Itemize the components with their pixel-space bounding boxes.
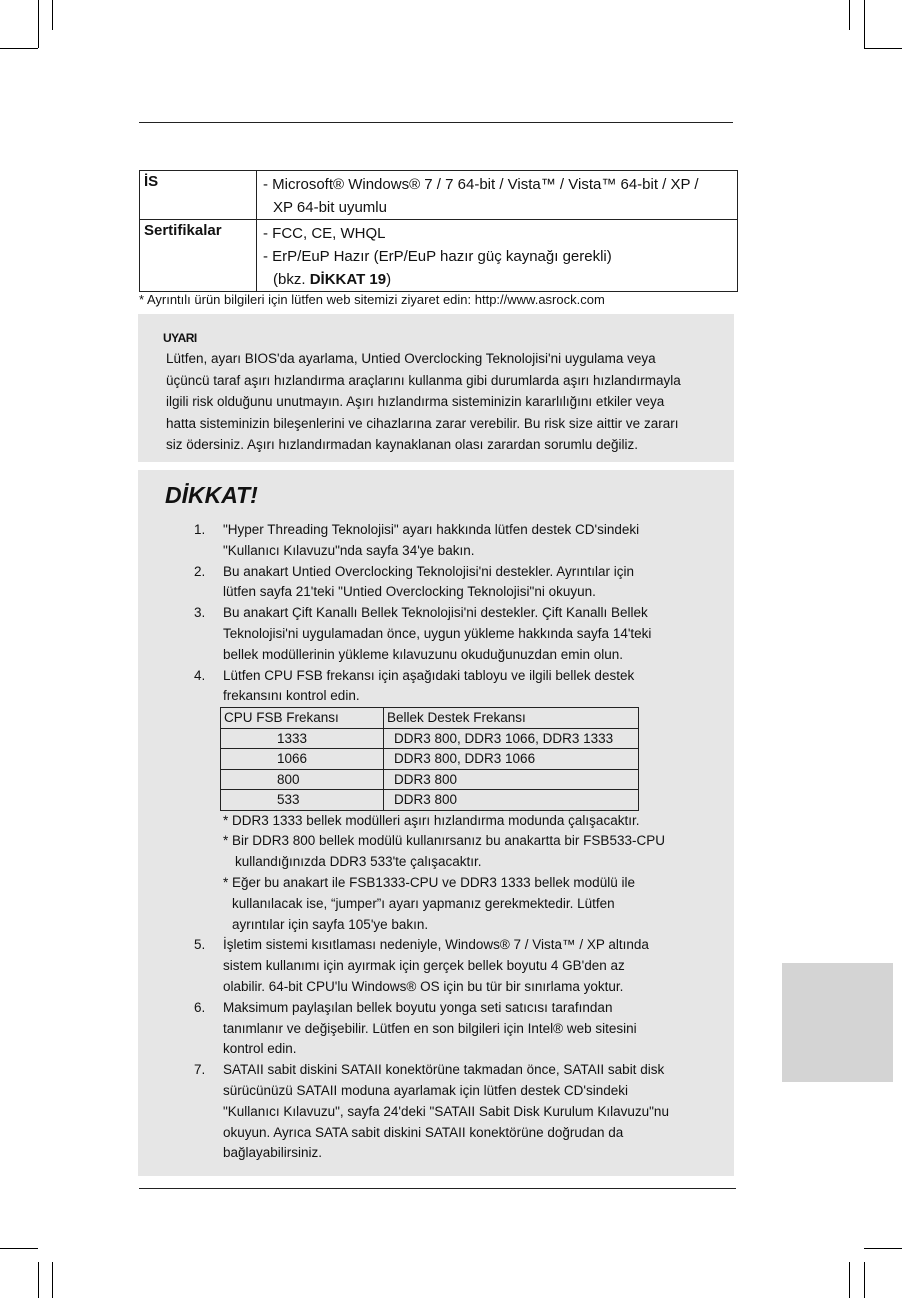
item-line: okuyun. Ayrıca SATA sabit diskini SATAII konektörüne doğrudan da [223, 1124, 624, 1140]
spec-line-text: ) [386, 271, 392, 288]
fsb-cell: DDR3 800, DDR3 1066, DDR3 1333 [384, 728, 639, 749]
spec-line: - ErP/EuP Hazır (ErP/EuP hazır güç kaynağı gerekli) [263, 248, 612, 265]
item-line: SATAII sabit diskini SATAII konektörüne takmadan önce, SATAII sabit disk [223, 1062, 665, 1078]
fsb-cell: DDR3 800, DDR3 1066 [384, 749, 639, 770]
item-line: İşletim sistemi kısıtlaması nedeniyle, Windows® 7 / Vista™ / XP altında [223, 937, 649, 953]
fsb-header: Bellek Destek Frekansı [384, 708, 639, 729]
spec-line-ref: DİKKAT 19 [309, 271, 387, 288]
item-line: Lütfen CPU FSB frekansı için aşağıdaki tabloyu ve ilgili bellek destek [223, 667, 635, 683]
item-number: 5. [194, 937, 206, 953]
notice-item-2 [138, 562, 669, 604]
table-note: * Bir DDR3 800 bellek modülü kullanırsanız bu anakartta bir FSB533-CPU [223, 833, 665, 849]
item-number: 1. [194, 522, 206, 537]
item-line: bellek modüllerinin yükleme kılavuzunu okuduğunuzdan emin olun. [223, 646, 623, 662]
spec-value [257, 220, 737, 291]
warning-box [138, 314, 734, 462]
crop-mark [849, 0, 850, 30]
spec-line [263, 268, 733, 291]
footnote: * Ayrıntılı ürün bilgileri için lütfen web sitemizi ziyaret edin: http://www.asrock.com [139, 292, 605, 307]
crop-mark [0, 1248, 38, 1249]
spec-row-os [140, 171, 737, 220]
item-line: "Hyper Threading Teknolojisi" ayarı hakkında lütfen destek CD'sindeki [223, 522, 640, 537]
item-line: lütfen sayfa 21'teki "Untied Overclocking Teknolojisi"ni okuyun. [223, 584, 596, 600]
header-rule [139, 122, 733, 123]
item-line: kontrol edin. [223, 1041, 297, 1057]
table-note: kullandığınızda DDR3 533'te çalışacaktır. [235, 854, 482, 870]
crop-mark [864, 1262, 865, 1298]
fsb-cell: 1333 [221, 728, 384, 749]
spec-value [257, 171, 737, 219]
footer-rule [139, 1188, 736, 1189]
fsb-cell: 800 [221, 769, 384, 790]
notice-item-1 [138, 520, 669, 562]
table-note: * DDR3 1333 bellek modülleri aşırı hızlandırma modunda çalışacaktır. [223, 812, 640, 828]
item-number: 7. [194, 1062, 206, 1078]
item-line: Bu anakart Çift Kanallı Bellek Teknolojisi'ni destekler. Çift Kanallı Bellek [223, 605, 648, 621]
fsb-row [221, 790, 639, 811]
spec-line: - FCC, CE, WHQL [263, 225, 386, 242]
item-line: olabilir. 64-bit CPU'lu Windows® OS için bu tür bir sınırlama yoktur. [223, 979, 624, 995]
item-number: 3. [194, 605, 206, 621]
notice-list [138, 520, 669, 1164]
fsb-row [221, 769, 639, 790]
notice-item-7 [138, 1060, 669, 1164]
notice-item-4 [138, 666, 669, 936]
table-note: ayrıntılar için sayfa 105'ye bakın. [232, 916, 429, 932]
spec-line-text: (bkz. [273, 271, 310, 288]
warning-body [166, 348, 681, 456]
item-line: "Kullanıcı Kılavuzu"nda sayfa 34'ye bakın. [223, 542, 475, 558]
spec-line: XP 64-bit uyumlu [273, 199, 387, 216]
item-number: 6. [194, 999, 206, 1015]
item-line: tanımlanır ve değişebilir. Lütfen en son bilgileri için Intel® web sitesini [223, 1020, 637, 1036]
item-line: bağlayabilirsiniz. [223, 1145, 323, 1161]
crop-mark [864, 1248, 902, 1249]
item-line: Bu anakart Untied Overclocking Teknolojisi'ni destekler. Ayrıntılar için [223, 563, 635, 579]
spec-row-certs [140, 220, 737, 292]
item-line: frekansını kontrol edin. [223, 688, 360, 704]
table-note: kullanılacak ise, “jumper”ı ayarı yapmanız gerekmektedir. Lütfen [232, 895, 615, 911]
warning-line: Lütfen, ayarı BIOS'da ayarlama, Untied Overclocking Teknolojisi'ni uygulama veya [166, 351, 656, 366]
fsb-header: CPU FSB Frekansı [221, 708, 384, 729]
crop-mark [38, 1262, 39, 1298]
spec-label: İS [140, 171, 257, 219]
notice-item-3 [138, 603, 669, 665]
spec-line: - Microsoft® Windows® 7 / 7 64-bit / Vista™ / Vista™ 64-bit / XP / [263, 176, 699, 193]
notice-box [138, 470, 734, 1176]
crop-mark [849, 1262, 850, 1298]
notice-item-5 [138, 935, 669, 997]
fsb-cell: 533 [221, 790, 384, 811]
fsb-row [221, 728, 639, 749]
spec-label: Sertifikalar [140, 220, 257, 291]
warning-line: hatta sisteminizin bileşenlerini ve cihazlarına zarar verebilir. Bu risk size aittir ve zararı [166, 415, 679, 431]
item-line: Maksimum paylaşılan bellek boyutu yonga seti satıcısı tarafından [223, 999, 613, 1015]
notice-title: DİKKAT! [165, 482, 258, 508]
item-line: sürücünüzü SATAII moduna ayarlamak için lütfen destek CD'sindeki [223, 1083, 629, 1099]
fsb-header-row [221, 708, 639, 729]
fsb-cell: DDR3 800 [384, 790, 639, 811]
item-number: 4. [194, 667, 206, 683]
item-line: sistem kullanımı için ayırmak için gerçek bellek boyutu 4 GB'den az [223, 958, 625, 974]
crop-mark [864, 48, 902, 49]
table-note: * Eğer bu anakart ile FSB1333-CPU ve DDR3 1333 bellek modülü ile [223, 875, 635, 891]
crop-mark [52, 1262, 53, 1298]
crop-mark [52, 0, 53, 30]
fsb-cell: 1066 [221, 749, 384, 770]
warning-line: ilgili risk olduğunu unutmayın. Aşırı hızlandırma sisteminizin kararlılığını etkiler veya [166, 394, 665, 410]
item-line: Teknolojisi'ni uygulamadan önce, uygun yükleme hakkında sayfa 14'teki [223, 625, 652, 641]
warning-line: üçüncü taraf aşırı hızlandırma araçlarını kullanma gibi durumlarda aşırı hızlandırmayla [166, 372, 681, 388]
crop-mark [0, 48, 38, 49]
side-tab [782, 963, 893, 1082]
item-line: "Kullanıcı Kılavuzu", sayfa 24'deki "SATAII Sabit Disk Kurulum Kılavuzu"nu [223, 1103, 669, 1119]
warning-title: UYARI [163, 331, 197, 345]
warning-line: siz ödersiniz. Aşırı hızlandırmadan kaynaklanan olası zarardan sorumlu değiliz. [166, 437, 638, 453]
crop-mark [38, 0, 39, 48]
crop-mark [864, 0, 865, 48]
spec-table [139, 170, 738, 292]
notice-item-6 [138, 998, 669, 1060]
fsb-table [220, 707, 639, 811]
fsb-row [221, 749, 639, 770]
item-number: 2. [194, 563, 206, 579]
fsb-cell: DDR3 800 [384, 769, 639, 790]
